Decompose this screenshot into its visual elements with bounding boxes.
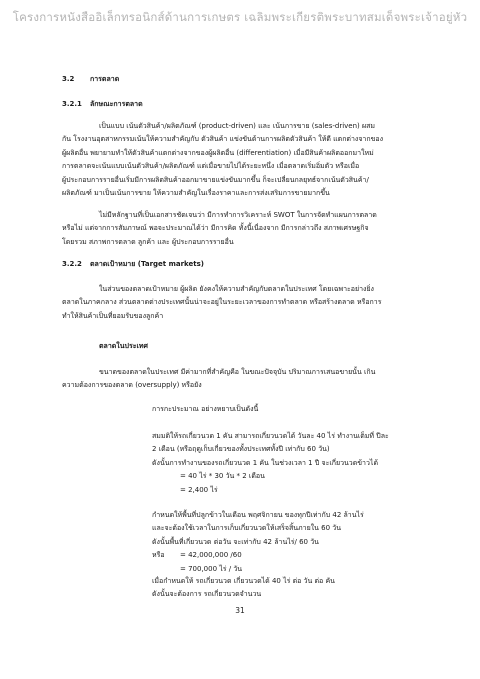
paragraph-swot	[62, 209, 424, 249]
calculation-intro-text: การกะประมาณ อย่างหยาบเป็นดังนี้	[152, 405, 259, 413]
page-number: 31	[235, 606, 245, 615]
section-heading-3-2-1	[62, 98, 143, 111]
paragraph-line: ในส่วนของตลาดเป้าหมาย ผู้ผลิต ยังคงให้ความสำคัญกับตลาดในประเทศ โดยเฉพาะอย่างยิ่ง	[99, 285, 374, 293]
paragraph-target-markets	[62, 283, 424, 323]
section-title: การตลาด	[90, 75, 120, 83]
calculation-line: กำหนดให้พื้นที่ปลูกข้าวในเดือน พฤศจิกายน ของทุกปีเท่ากับ 42 ล้านไร่	[152, 511, 364, 519]
paragraph-domestic-market	[62, 366, 424, 393]
section-heading-3-2	[62, 73, 119, 86]
subheading-domestic-market	[62, 340, 424, 353]
paragraph-line: การตลาดจะเน้นแบบเน้นตัวสินค้า/ผลิตภัณฑ์ แต่เมื่อขายไปได้ระยะหนึ่ง เมื่อตลาดเริ่มอิ่มตัว หรือเมื่อ	[62, 162, 360, 171]
calculation-line: 2 เดือน (หรือฤดูเก็บเกี่ยวของทั้งประเทศทั้งปี เท่ากับ 60 วัน)	[152, 445, 330, 454]
calculation-line: สมมติให้รถเกี่ยวนวด 1 คัน สามารถเกี่ยวนวดได้ วันละ 40 ไร่ ทำงานเต็มที่ ปีละ	[152, 432, 389, 440]
paragraph-line: ทำให้สินค้าเป็นที่ยอมรับของลูกค้า	[62, 311, 164, 320]
calculation-block-harvesters-needed	[152, 575, 424, 602]
section-title: ตลาดเป้าหมาย (Target markets)	[90, 260, 204, 268]
paragraph-line: ผลิตภัณฑ์ มาเป็นเน้นการขาย ให้ความสำคัญในเรื่องราคาและการส่งเสริมการขายมากขึ้น	[62, 189, 330, 198]
calculation-block-daily-area	[152, 509, 424, 576]
page-header: โครงการหนังสืออิเล็กทรอนิกส์ด้านการเกษตร เฉลิมพระเกียรติพระบาทสมเด็จพระเจ้าอยู่หัว	[12, 10, 468, 24]
or-label: หรือ	[152, 551, 165, 560]
calculation-line: และจะต้องใช้เวลาในการเก็บเกี่ยวนวดให้เสร็จสิ้นภายใน 60 วัน	[152, 524, 341, 533]
calculation-line: ดังนั้นการทำงานของรถเกี่ยวนวด 1 คัน ในช่วงเวลา 1 ปี จะเกี่ยวนวดข้าวได้	[152, 458, 378, 467]
paragraph-line: ผู้ผลิตอื่น พยายามทำให้ตัวสินค้าแตกต่างจากของผู้ผลิตอื่น (differentiation) เมื่อมีสินค้าผลิตออกมาใหม่	[62, 148, 374, 157]
paragraph-line: ความต้องการของตลาด (oversupply) หรือยัง	[62, 381, 202, 390]
paragraph-line: ขนาดของตลาดในประเทศ มีค่ามากที่สำคัญคือ ในขณะปัจจุบัน ปริมาณการเสนอขายนั้น เกิน	[99, 368, 376, 376]
calculation-line: ดังนั้นจะต้องการ รถเกี่ยวนวดจำนวน	[152, 590, 262, 599]
paragraph-market-characteristics	[62, 120, 424, 200]
paragraph-line: ตลาดในภาคกลาง ส่วนตลาดต่างประเทศนั้นน่าจะอยู่ในระยะเวลาของการทำตลาด หรือสร้างตลาด หรือการ	[62, 298, 382, 307]
paragraph-line: ไม่มีหลักฐานที่เป็นเอกสารชัดเจนว่า มีการทำการวิเคราะห์ SWOT ในการจัดทำแผนการตลาด	[99, 211, 377, 219]
calculation-value: = 42,000,000 /60	[180, 551, 242, 560]
calculation-line: = 2,400 ไร่	[180, 485, 218, 494]
calculation-block-harvester-capacity	[152, 430, 424, 497]
calculation-intro	[152, 403, 424, 416]
calculation-line	[152, 549, 424, 562]
section-title: ลักษณะการตลาด	[90, 100, 143, 108]
paragraph-line: กัน โรงงานอุตสาหกรรมเน้นให้ความสำคัญกับ ตัวสินค้า แข่งขันด้านการผลิตตัวสินค้า ให้ดี แตกต่างจากของ	[62, 135, 383, 144]
section-number: 3.2.2	[62, 260, 82, 268]
calculation-line: = 40 ไร่ * 30 วัน * 2 เดือน	[180, 472, 265, 481]
paragraph-line: เป็นแบบ เน้นตัวสินค้า/ผลิตภัณฑ์ (product-driven) และ เน้นการขาย (sales-driven) ผสม	[99, 122, 375, 130]
calculation-line: = 700,000 ไร่ / วัน	[180, 564, 243, 573]
subheading-text: ตลาดในประเทศ	[99, 342, 148, 350]
paragraph-line: ผู้ประกอบการรายอื่นเริ่มมีการผลิตสินค้าออกมาขายแข่งขันมากขึ้น ก็จะเปลี่ยนกลยุทธ์จากเน้นตัวสินค้า/	[62, 175, 369, 184]
section-heading-3-2-2	[62, 258, 204, 271]
section-number: 3.2.1	[62, 100, 82, 108]
calculation-line: เมื่อกำหนดให้ รถเกี่ยวนวด เกี่ยวนวดได้ 40 ไร่ ต่อ วัน ต่อ คัน	[152, 577, 335, 585]
section-number: 3.2	[62, 75, 75, 83]
paragraph-line: โดยรวม สภาพการตลาด ลูกค้า และ ผู้ประกอบการรายอื่น	[62, 237, 234, 246]
paragraph-line: หรือไม่ แต่จากการสัมภาษณ์ พอจะประมาณได้ว่า มีการคิด ทั้งนี้เนื่องจาก มีการกล่าวถึง สภาพเศรษฐกิจ	[62, 224, 369, 233]
calculation-line: ดังนั้นพื้นที่เกี่ยวนวด ต่อวัน จะเท่ากับ 42 ล้านไร่/ 60 วัน	[152, 537, 319, 546]
